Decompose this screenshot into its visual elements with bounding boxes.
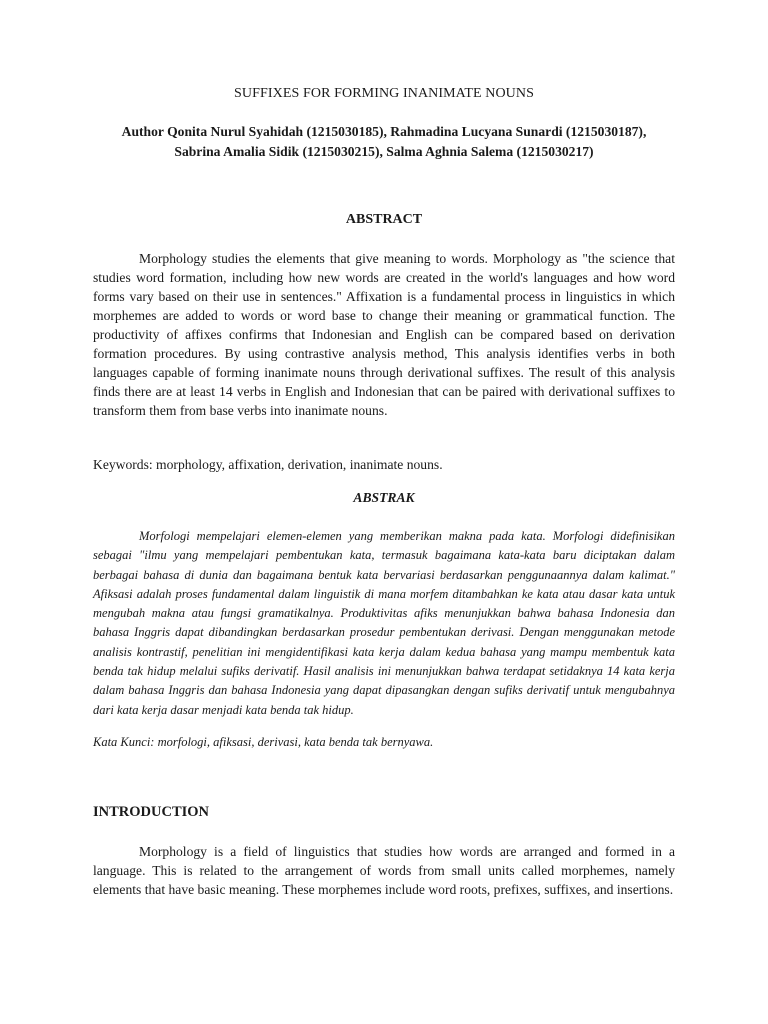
abstrak-paragraph: Morfologi mempelajari elemen-elemen yang memberikan makna pada kata. Morfologi didefinisikan sebagai "ilmu yang mempelajari pembentukan kata, termasuk bagaimana kata-kata baru diciptakan dalam berbagai bahasa di dunia dan bagaimana bentuk kata bervariasi berdasarkan penggunaannya dalam kalimat." Afiksasi adalah proses fundamental dalam linguistik di mana morfem ditambahkan ke kata atau dasar kata untuk mengubah makna atau fungsi gramatikalnya. Produktivitas afiks menunjukkan bahwa bahasa Indonesia dan bahasa Inggris dapat dibandingkan berdasarkan prosedur pembentukan derivasi. Dengan menggunakan metode analisis kontrastif, penelitian ini mengidentifikasi kata kerja dalam kedua bahasa yang mampu membentuk kata benda tak hidup melalui sufiks derivatif. Hasil analisis ini menunjukkan bahwa terdapat setidaknya 14 kata kerja dalam bahasa Inggris dan bahasa Indonesia yang dapat dipasangkan dengan sufiks derivatif untuk mengubahnya dari kata kerja dasar menjadi kata benda tak hidup. — [93, 529, 675, 717]
abstract-paragraph: Morphology studies the elements that give meaning to words. Morphology as "the science that studies word formation, including how new words are created in the world's languages and how word forms vary based on their use in sentences." Affixation is a fundamental process in linguistics in which morphemes are added to words or word base to change their meaning or grammatical function. The productivity of affixes confirms that Indonesian and English can be compared based on derivation formation procedures. By using contrastive analysis method, This analysis identifies verbs in both languages capable of forming inanimate nouns through derivational suffixes. The result of this analysis finds there are at least 14 verbs in English and Indonesian that can be paired with derivational suffixes to transform them from base verbs into inanimate nouns. — [93, 251, 675, 418]
author-line-1: Author Qonita Nurul Syahidah (1215030185), Rahmadina Lucyana Sunardi (1215030187), — [121, 124, 647, 139]
keywords-line: Keywords: morphology, affixation, derivation, inanimate nouns. — [93, 457, 443, 472]
introduction-paragraph: Morphology is a field of linguistics that studies how words are arranged and formed in a language. This is related to the arrangement of words from small units called morphemes, namely elements that have basic meaning. These morphemes include word roots, prefixes, suffixes, and insertions. — [93, 844, 675, 897]
introduction-heading: INTRODUCTION — [93, 804, 210, 820]
abstrak-heading: ABSTRAK — [353, 490, 415, 505]
abstract-heading: ABSTRACT — [345, 212, 423, 227]
author-line-2: Sabrina Amalia Sidik (1215030215), Salma Aghnia Salema (1215030217) — [174, 144, 594, 159]
kata-kunci-line: Kata Kunci: morfologi, afiksasi, derivasi, kata benda tak bernyawa. — [93, 735, 434, 749]
author-list — [93, 122, 675, 162]
paper-title: SUFFIXES FOR FORMING INANIMATE NOUNS — [234, 86, 534, 101]
